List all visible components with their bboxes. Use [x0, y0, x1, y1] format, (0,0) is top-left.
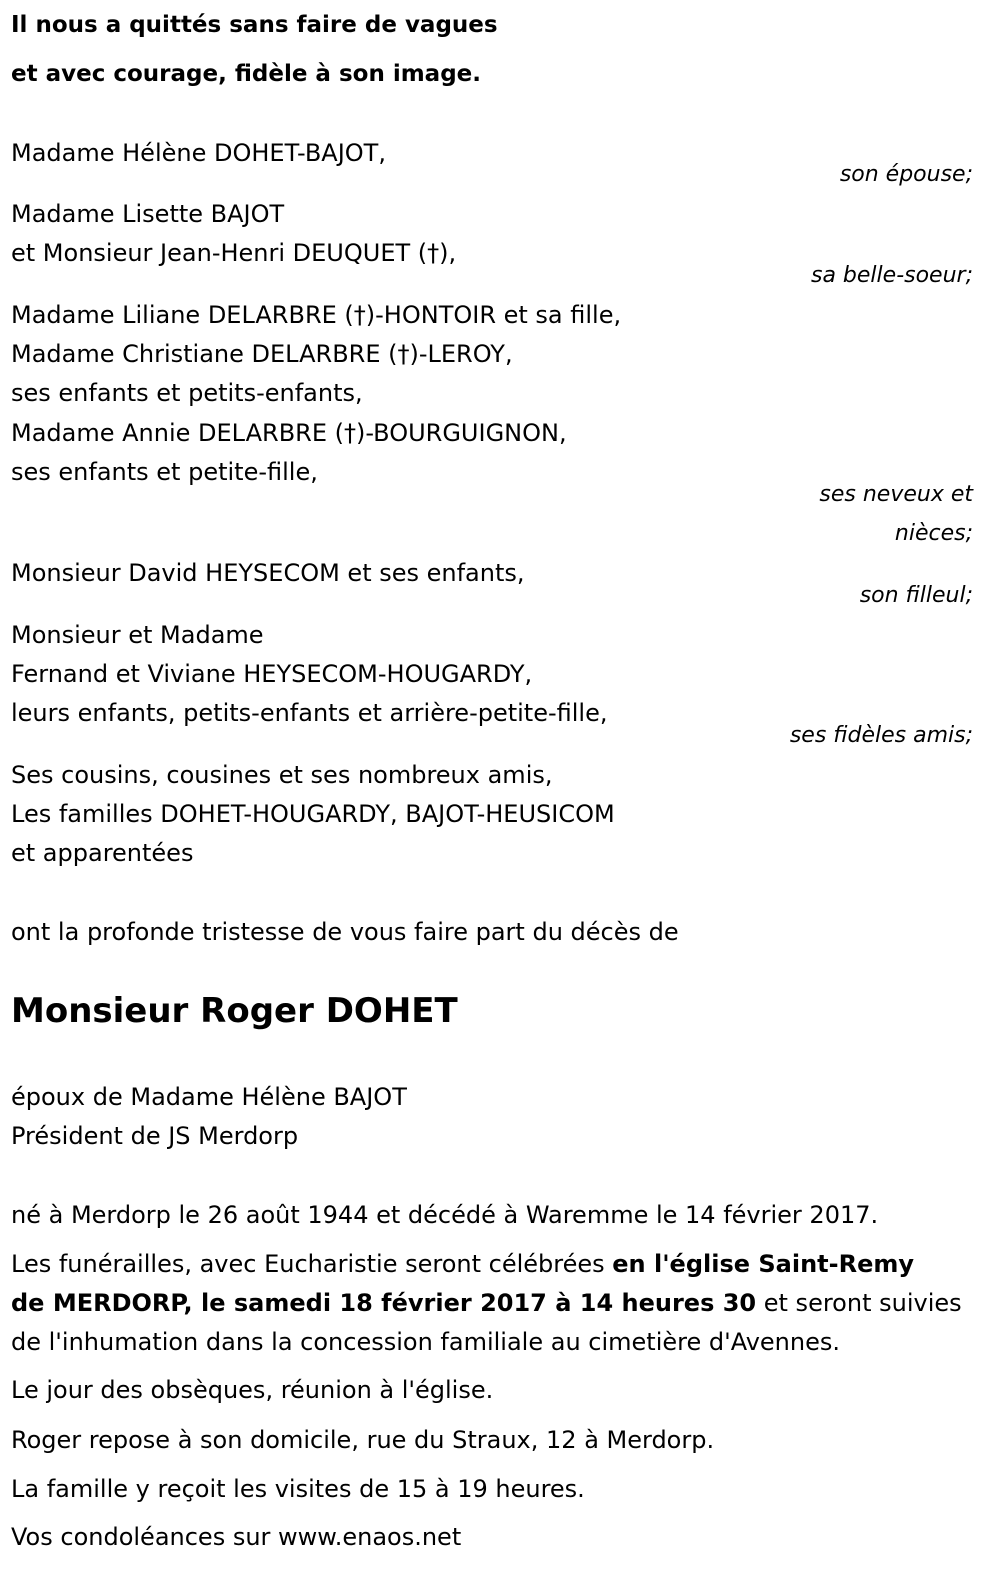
family-line: Les familles DOHET-HOUGARDY, BAJOT-HEUSICOM	[11, 800, 615, 828]
family-line: Fernand et Viviane HEYSECOM-HOUGARDY,	[11, 660, 533, 688]
relation-label: son filleul;	[859, 583, 973, 608]
relation-label: nièces;	[894, 521, 973, 546]
relation-label: ses neveux et	[819, 482, 973, 507]
relation-label: ses fidèles amis;	[789, 723, 973, 748]
deceased-name: Monsieur Roger DOHET	[11, 991, 458, 1031]
family-line: Madame Christiane DELARBRE (†)-LEROY,	[11, 340, 513, 368]
family-line: Monsieur et Madame	[11, 621, 264, 649]
family-line: ses enfants et petite-fille,	[11, 458, 318, 486]
funeral-text: et seront suivies	[756, 1289, 962, 1317]
funeral-line-3: de l'inhumation dans la concession familiale au cimetière d'Avennes.	[11, 1328, 840, 1356]
funeral-line-1	[11, 1249, 914, 1279]
family-line: Monsieur David HEYSECOM et ses enfants,	[11, 559, 525, 587]
family-line: Madame Liliane DELARBRE (†)-HONTOIR et sa fille,	[11, 301, 622, 329]
visits-text: La famille y reçoit les visites de 15 à 19 heures.	[11, 1475, 585, 1503]
intro-line-2: et avec courage, fidèle à son image.	[11, 61, 482, 87]
repose-text: Roger repose à son domicile, rue du Straux, 12 à Merdorp.	[11, 1426, 715, 1454]
family-line: Madame Annie DELARBRE (†)-BOURGUIGNON,	[11, 419, 567, 447]
relation-label: son épouse;	[839, 162, 973, 187]
relation-label: sa belle-soeur;	[811, 263, 973, 288]
family-line: Ses cousins, cousines et ses nombreux amis,	[11, 761, 553, 789]
funeral-line-2	[11, 1288, 962, 1318]
deceased-spouse: époux de Madame Hélène BAJOT	[11, 1083, 407, 1111]
family-line: leurs enfants, petits-enfants et arrière-petite-fille,	[11, 699, 608, 727]
family-line: et apparentées	[11, 839, 194, 867]
announcement-text: ont la profonde tristesse de vous faire part du décès de	[11, 918, 679, 946]
family-line: Madame Lisette BAJOT	[11, 200, 285, 228]
funeral-church: en l'église Saint-Remy	[612, 1250, 915, 1278]
family-line: et Monsieur Jean-Henri DEUQUET (†),	[11, 239, 457, 267]
funeral-date: de MERDORP, le samedi 18 février 2017 à 14 heures 30	[11, 1289, 757, 1317]
family-line: ses enfants et petits-enfants,	[11, 379, 363, 407]
deceased-title: Président de JS Merdorp	[11, 1122, 299, 1150]
family-line: Madame Hélène DOHET-BAJOT,	[11, 139, 386, 167]
intro-line-1: Il nous a quittés sans faire de vagues	[11, 12, 498, 38]
birth-death-text: né à Merdorp le 26 août 1944 et décédé à Waremme le 14 février 2017.	[11, 1201, 879, 1229]
reunion-text: Le jour des obsèques, réunion à l'église.	[11, 1376, 494, 1404]
condolences-text: Vos condoléances sur www.enaos.net	[11, 1523, 462, 1551]
funeral-text: Les funérailles, avec Eucharistie seront célébrées	[11, 1250, 613, 1278]
